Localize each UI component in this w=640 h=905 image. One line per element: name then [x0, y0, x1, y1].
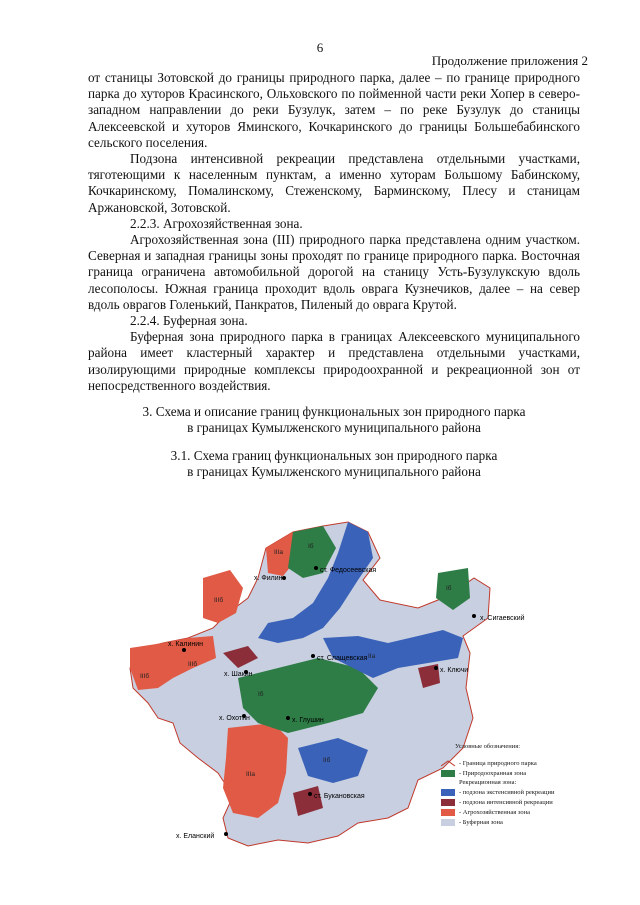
legend-label: - Природоохранная зона — [459, 769, 527, 777]
map-legend — [441, 743, 601, 827]
place-label: ст. Федосеевская — [320, 567, 377, 574]
zone-label: IIб — [323, 757, 331, 764]
paragraph: Буферная зона природного парка в границах Алексеевского муниципального района имеет кластерный характер и представлена отдельными участками, изолирующими природные комплексы природоохранной и рекреационной зон от непосредственного воздействия. — [88, 329, 580, 393]
appendix-note: Продолжение приложения 2 — [431, 53, 588, 68]
legend-label: - Агрохозяйственная зона — [459, 808, 531, 816]
legend-item-agro — [441, 807, 601, 817]
settlement-marker — [308, 792, 312, 796]
figure-title-line: в границах Кумылженского муниципального района — [187, 464, 481, 480]
figure-title-line: 3.1. Схема границ функциональных зон природного парка — [170, 448, 498, 464]
subsection-heading: 2.2.4. Буферная зона. — [130, 313, 248, 329]
zone-map-svg — [118, 518, 598, 898]
section-heading — [88, 404, 580, 436]
zone-label: Iб — [446, 585, 452, 592]
settlement-marker — [472, 614, 476, 618]
settlement-marker — [314, 566, 318, 570]
place-label: х. Ключи — [440, 667, 469, 674]
legend-item-extensive — [441, 787, 601, 797]
settlement-marker — [224, 832, 228, 836]
zone-label: IIIб — [188, 661, 198, 668]
extensive-swatch — [441, 789, 455, 796]
protected-swatch — [441, 770, 455, 777]
legend-item-buffer — [441, 817, 601, 827]
legend-title: Условные обозначения: — [455, 743, 521, 750]
settlement-marker — [182, 648, 186, 652]
page-number: 6 — [316, 40, 324, 55]
zone-label: IIа — [368, 653, 376, 660]
settlement-marker — [434, 666, 438, 670]
paragraph: Агрохозяйственная зона (III) природного парка представлена одним участком. Северная и западная границы зоны проходят по границе природного парка. Восточная граница ограничена автомобильной дорогой на станицу Усть-Бузулукскую вдоль лесополосы. Южная граница проходит вдоль оврага Кузнечиков, далее – на север вдоль оврагов Голенький, Панкратов, Пиленый до оврага Крутой. — [88, 232, 580, 312]
legend-item-protected — [441, 768, 601, 778]
place-label: х. Сигаевский — [480, 615, 525, 622]
legend-label: - подзона экстенсивной рекреации — [459, 788, 555, 796]
legend-item-border — [441, 758, 601, 768]
settlement-marker — [311, 654, 315, 658]
place-label: х. Шакин — [224, 671, 253, 678]
zone-label: IIIа — [246, 771, 256, 778]
place-label: х. Калинин — [168, 641, 203, 648]
border-line-icon — [441, 760, 455, 767]
place-label: х. Филин — [254, 575, 283, 582]
figure-title — [88, 448, 580, 480]
legend-label: - Буферная зона — [459, 818, 503, 826]
settlement-marker — [282, 576, 286, 580]
paragraph: Подзона интенсивной рекреации представлена отдельными участками, тяготеющими к населенным пунктам, а именно хуторам Большому Бабинскому, Кочкаринскому, Помалинскому, Стеженскому, Барминскому, Плесу и станицам Аржановской, Зотовской. — [88, 151, 580, 215]
legend-group-recreation — [459, 778, 601, 787]
zone-label: Iб — [308, 543, 314, 550]
legend-label: - Граница природного парка — [459, 759, 537, 767]
section-heading-line: в границах Кумылженского муниципального района — [187, 420, 481, 436]
buffer-swatch — [441, 819, 455, 826]
place-label: х. Глушин — [292, 717, 324, 724]
document-body — [88, 70, 580, 480]
zone-map — [118, 518, 598, 898]
legend-item-intensive — [441, 797, 601, 807]
subsection-heading: 2.2.3. Агрохозяйственная зона. — [130, 215, 303, 231]
legend-label: - подзона интенсивной рекреации — [459, 798, 553, 806]
paragraph: от станицы Зотовской до границы природного парка, далее – по границе природного парка до хуторов Красинского, Ольховского по пойменной части реки Хопер в северо-западном направлении до реки Бузулук, затем – по реке Бузулук до станицы Алексеевской и хуторов Яминского, Кочкаринского до границы Большебабинского сельского поселения. — [88, 70, 580, 150]
zone-label: IIIа — [274, 549, 284, 556]
zone-label: IIIб — [140, 673, 150, 680]
settlement-marker — [286, 716, 290, 720]
place-label: х. Охотин — [219, 715, 250, 722]
section-heading-line: 3. Схема и описание границ функциональных зон природного парка — [142, 404, 526, 420]
legend-label: Рекреационная зона: — [459, 779, 517, 786]
zone-label: IIIб — [214, 597, 224, 604]
agro-swatch — [441, 809, 455, 816]
zone-label: Iб — [258, 691, 264, 698]
intensive-swatch — [441, 799, 455, 806]
place-label: ст. Букановская — [314, 793, 365, 800]
place-label: ст. Слащевская — [317, 655, 368, 662]
place-label: х. Еланский — [176, 833, 215, 840]
